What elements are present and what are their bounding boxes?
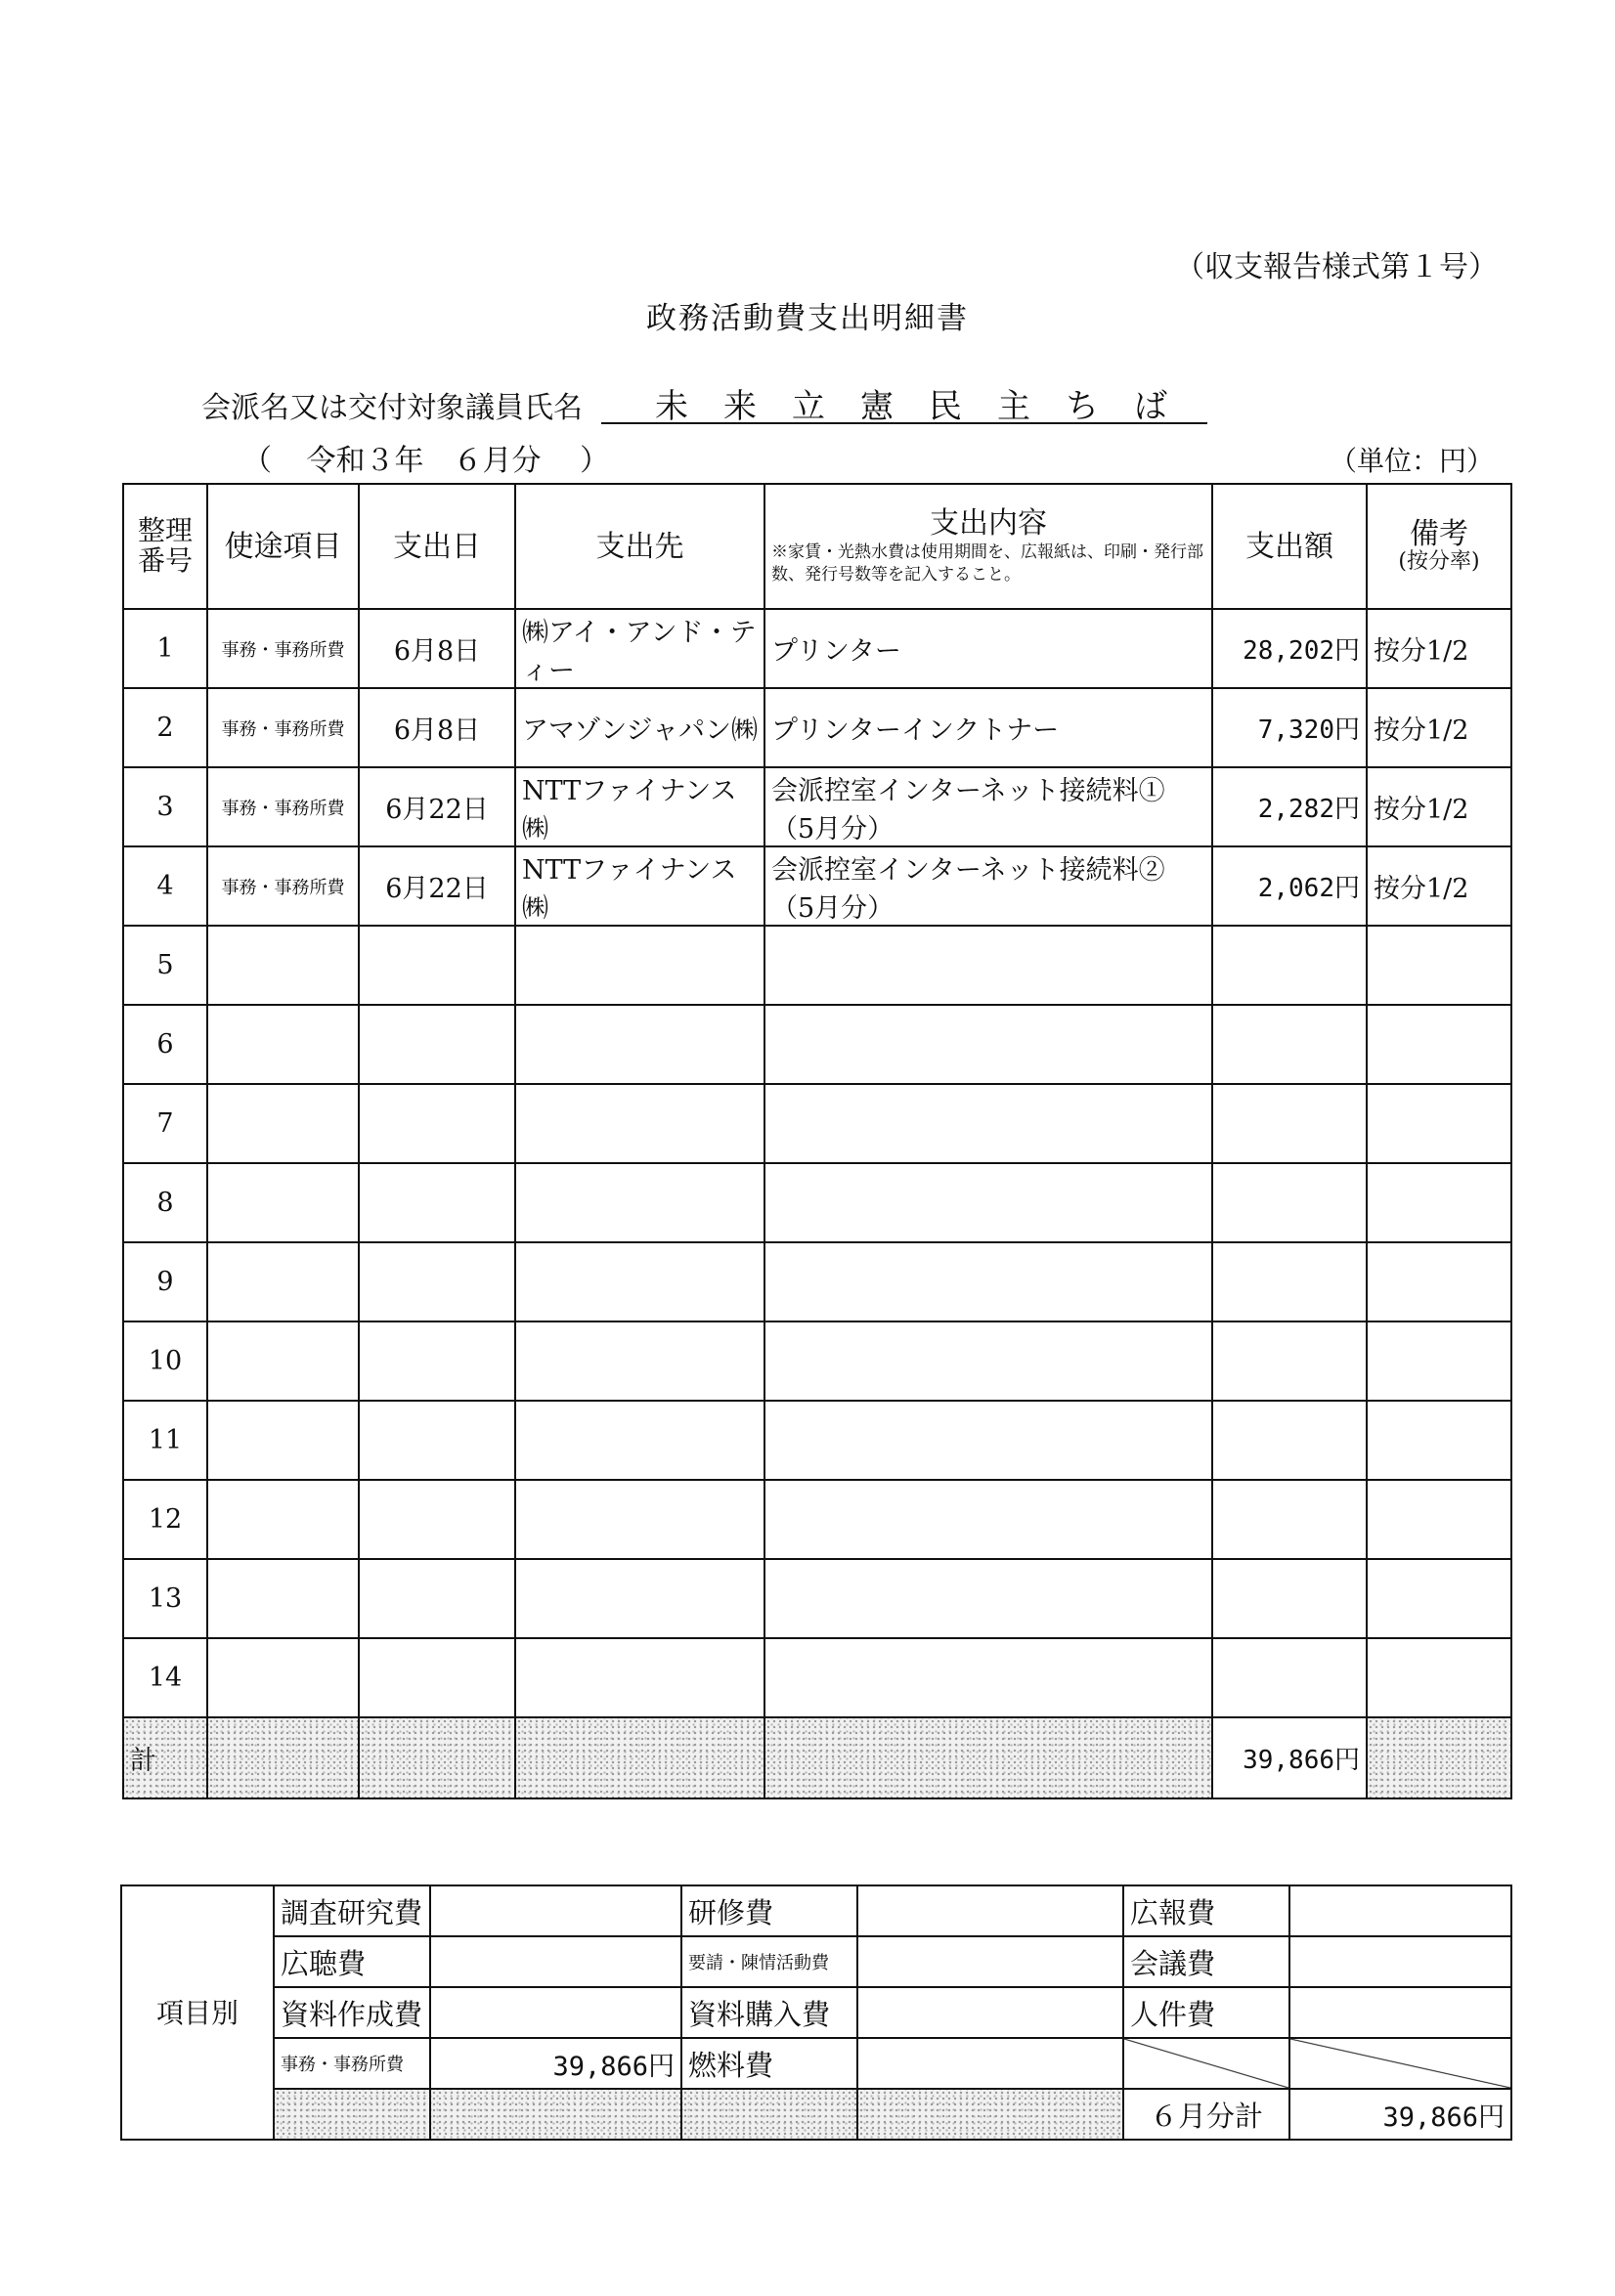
row-date [359,1480,515,1559]
row-date [359,1401,515,1480]
row-number: 3 [123,767,207,846]
header-date: 支出日 [359,484,515,609]
row-remarks [1367,1638,1511,1717]
party-label: 会派名又は交付対象議員氏名 [201,391,583,425]
header-amount: 支出額 [1212,484,1367,609]
value-meeting [1289,1936,1511,1987]
unit-label: （単位：円） [1329,445,1494,477]
row-amount [1212,1005,1367,1084]
row-remarks [1367,1401,1511,1480]
row-amount [1212,1321,1367,1401]
row-content: 会派控室インターネット接続料②（5月分） [764,846,1212,926]
row-amount [1212,1163,1367,1242]
value-research [430,1885,681,1936]
row-content [764,1005,1212,1084]
row-remarks [1367,1163,1511,1242]
row-category [207,1480,359,1559]
item-research: 調査研究費 [274,1885,430,1936]
row-number: 13 [123,1559,207,1638]
row-number: 10 [123,1321,207,1401]
crossed-cell [1123,2038,1289,2089]
row-payee: NTTファイナンス㈱ [515,846,764,926]
row-date [359,1005,515,1084]
total-blank [359,1717,515,1798]
row-amount: 2,062円 [1212,846,1367,926]
value-documents-prep [430,1987,681,2038]
item-meeting: 会議費 [1123,1936,1289,1987]
total-blank [1367,1717,1511,1798]
row-remarks: 按分1/2 [1367,688,1511,767]
item-hearing: 広聴費 [274,1936,430,1987]
item-training: 研修費 [681,1885,857,1936]
row-content [764,926,1212,1005]
row-category [207,1242,359,1321]
table-row [123,1242,1511,1321]
table-row [123,688,1511,767]
form-number: （収支報告様式第１号） [1175,250,1498,284]
row-payee [515,926,764,1005]
row-remarks: 按分1/2 [1367,846,1511,926]
row-remarks [1367,1559,1511,1638]
value-hearing [430,1936,681,1987]
table-row [123,1559,1511,1638]
item-petition: 要請・陳情活動費 [681,1936,857,1987]
row-payee [515,1480,764,1559]
row-amount [1212,1242,1367,1321]
table-row [123,1638,1511,1717]
row-remarks [1367,1084,1511,1163]
row-remarks [1367,1480,1511,1559]
header-remarks-label: 備考 [1410,517,1468,552]
row-payee: NTTファイナンス㈱ [515,767,764,846]
table-row [123,1084,1511,1163]
item-personnel: 人件費 [1123,1987,1289,2038]
month-total-amount: 39,866円 [1289,2089,1511,2140]
row-category [207,926,359,1005]
row-payee [515,1559,764,1638]
header-no: 整理番号 [123,484,207,609]
row-remarks [1367,1005,1511,1084]
header-content-note: ※家賃・光熱水費は使用期間を、広報紙は、印刷・発行部数、発行号数等を記入すること。 [771,542,1203,585]
row-category [207,1163,359,1242]
row-date [359,1638,515,1717]
row-remarks [1367,1242,1511,1321]
row-content [764,1638,1212,1717]
table-row [123,767,1511,846]
report-period [242,436,609,479]
row-number: 9 [123,1242,207,1321]
item-public-relations: 広報費 [1123,1885,1289,1936]
row-number: 4 [123,846,207,926]
total-label: 計 [123,1717,207,1798]
row-date [359,1321,515,1401]
row-amount [1212,1638,1367,1717]
row-date: 6月22日 [359,767,515,846]
table-row [123,846,1511,926]
table-row [123,1401,1511,1480]
party-name: 未来立憲民主ちば [601,379,1207,424]
shaded-cell [857,2089,1123,2140]
row-content [764,1242,1212,1321]
value-office: 39,866円 [430,2038,681,2089]
item-documents-purchase: 資料購入費 [681,1987,857,2038]
row-payee [515,1084,764,1163]
category-summary-table [120,1884,1512,2141]
row-number: 1 [123,609,207,688]
row-date [359,1242,515,1321]
row-amount [1212,926,1367,1005]
table-row [123,1163,1511,1242]
value-public-relations [1289,1885,1511,1936]
row-payee: アマゾンジャパン㈱ [515,688,764,767]
value-training [857,1885,1123,1936]
period-open-paren: （ [242,444,272,478]
header-payee: 支出先 [515,484,764,609]
row-category: 事務・事務所費 [207,767,359,846]
header-content [764,484,1212,609]
row-content [764,1401,1212,1480]
shaded-cell [274,2089,430,2140]
row-category: 事務・事務所費 [207,688,359,767]
row-date [359,1559,515,1638]
item-fuel: 燃料費 [681,2038,857,2089]
total-blank [764,1717,1212,1798]
row-payee [515,1638,764,1717]
table-row [123,1480,1511,1559]
header-category: 使途項目 [207,484,359,609]
row-date: 6月8日 [359,688,515,767]
row-category: 事務・事務所費 [207,609,359,688]
row-remarks: 按分1/2 [1367,767,1511,846]
item-documents-prep: 資料作成費 [274,1987,430,2038]
row-number: 8 [123,1163,207,1242]
row-content [764,1163,1212,1242]
row-amount: 28,202円 [1212,609,1367,688]
row-category [207,1321,359,1401]
row-number: 14 [123,1638,207,1717]
row-amount [1212,1480,1367,1559]
row-payee [515,1163,764,1242]
row-remarks: 按分1/2 [1367,609,1511,688]
value-petition [857,1936,1123,1987]
month-total-label: ６月分計 [1123,2089,1289,2140]
row-category [207,1638,359,1717]
row-amount [1212,1559,1367,1638]
row-category [207,1084,359,1163]
row-date: 6月22日 [359,846,515,926]
row-payee [515,1401,764,1480]
row-content: プリンターインクトナー [764,688,1212,767]
row-date [359,1163,515,1242]
row-category [207,1559,359,1638]
table-row [123,1321,1511,1401]
row-category [207,1005,359,1084]
table-header-row [123,484,1511,609]
table-row [123,1005,1511,1084]
row-payee: ㈱アイ・アンド・ティー [515,609,764,688]
row-category: 事務・事務所費 [207,846,359,926]
crossed-cell [1289,2038,1511,2089]
row-category [207,1401,359,1480]
row-date [359,1084,515,1163]
row-content [764,1084,1212,1163]
expense-detail-table [122,483,1512,1799]
total-row [123,1717,1511,1798]
row-remarks [1367,1321,1511,1401]
row-amount: 2,282円 [1212,767,1367,846]
summary-lead: 項目別 [121,1885,274,2140]
row-payee [515,1005,764,1084]
header-content-label: 支出内容 [930,506,1047,542]
header-remarks-sub: (按分率) [1398,549,1480,575]
row-content: プリンター [764,609,1212,688]
value-documents-purchase [857,1987,1123,2038]
row-number: 5 [123,926,207,1005]
table-row [123,926,1511,1005]
period-close-paren: ） [580,444,610,478]
header-remarks [1367,484,1511,609]
value-personnel [1289,1987,1511,2038]
total-amount: 39,866円 [1212,1717,1367,1798]
item-office: 事務・事務所費 [274,2038,430,2089]
row-number: 2 [123,688,207,767]
shaded-cell [681,2089,857,2140]
value-fuel [857,2038,1123,2089]
total-blank [515,1717,764,1798]
row-amount: 7,320円 [1212,688,1367,767]
row-content [764,1559,1212,1638]
row-content [764,1321,1212,1401]
row-amount [1212,1401,1367,1480]
row-number: 7 [123,1084,207,1163]
row-date [359,926,515,1005]
page-title: 政務活動費支出明細書 [646,301,969,336]
row-amount [1212,1084,1367,1163]
row-number: 11 [123,1401,207,1480]
row-remarks [1367,926,1511,1005]
row-content [764,1480,1212,1559]
row-payee [515,1321,764,1401]
row-number: 12 [123,1480,207,1559]
row-payee [515,1242,764,1321]
row-date: 6月8日 [359,609,515,688]
period-label: 令和３年 ６月分 [306,444,542,478]
row-content: 会派控室インターネット接続料①（5月分） [764,767,1212,846]
table-row [123,609,1511,688]
total-blank [207,1717,359,1798]
row-number: 6 [123,1005,207,1084]
shaded-cell [430,2089,681,2140]
